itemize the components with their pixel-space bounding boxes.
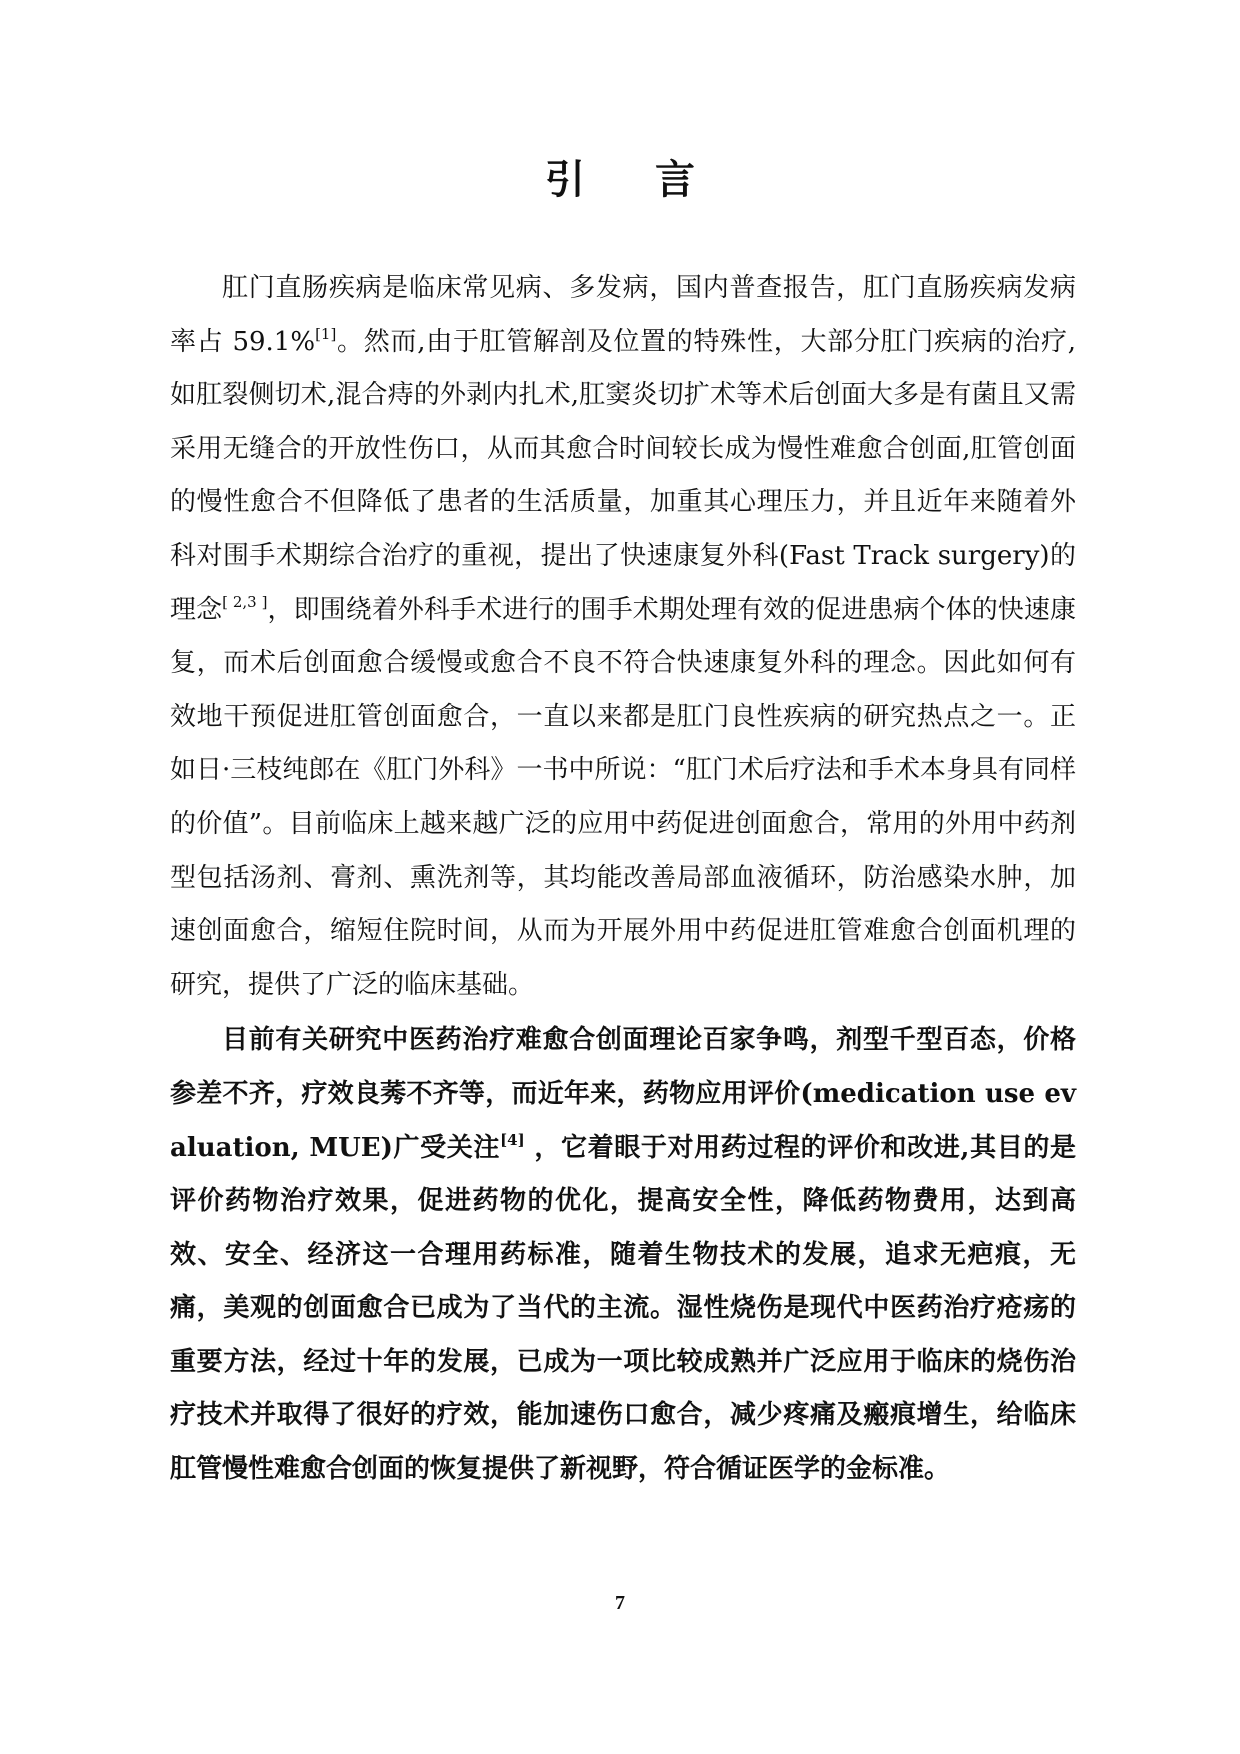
paragraph-1-text: 肛门直肠疾病是临床常见病、多发病，国内普查报告，肛门直肠疾病发病率占 59.1% — [170, 273, 1076, 357]
paragraph-1 — [170, 262, 1076, 1012]
paragraph-2-text: 目前有关研究中医药治疗难愈合创面理论百家争鸣，剂型千型百态，价格参差不齐，疗效良莠不齐等，而近年来，药物应用评价(medication use evaluation, MUE)广受关注 — [170, 1025, 1076, 1163]
citation-4: [4] — [500, 1130, 525, 1149]
paragraph-2-text: ，它着眼于对用药过程的评价和改进,其目的是评价药物治疗效果，促进药物的优化，提高安全性，降低药物费用，达到高效、安全、经济这一合理用药标准，随着生物技术的发展，追求无疤痕，无痛，美观的创面愈合已成为了当代的主流。湿性烧伤是现代中医药治疗疮疡的重要方法，经过十年的发展，已成为一项比较成熟并广泛应用于临床的烧伤治疗技术并取得了很好的疗效，能加速伤口愈合，减少疼痛及瘢痕增生，给临床肛管慢性难愈合创面的恢复提供了新视野，符合循证医学的金标准。 — [170, 1132, 1076, 1485]
paragraph-1-text: 。然而,由于肛管解剖及位置的特殊性，大部分肛门疾病的治疗,如肛裂侧切术,混合痔的外剥内扎术,肛窦炎切扩术等术后创面大多是有菌且又需采用无缝合的开放性伤口，从而其愈合时间较长成为慢性难愈合创面,肛管创面的慢性愈合不但降低了患者的生活质量，加重其心理压力，并且近年来随着外科对围手术期综合治疗的重视，提出了快速康复外科(Fast Track surgery)的理念 — [170, 326, 1076, 625]
page-title: 引言 — [545, 157, 765, 203]
citation-1: [1] — [315, 324, 337, 343]
page-number: 7 — [615, 1592, 625, 1614]
paragraph-1-text: ，即围绕着外科手术进行的围手术期处理有效的促进患病个体的快速康复，而术后创面愈合缓慢或愈合不良不符合快速康复外科的理念。因此如何有效地干预促进肛管创面愈合，一直以来都是肛门良性疾病的研究热点之一。正如日·三枝纯郎在《肛门外科》一书中所说：“肛门术后疗法和手术本身具有同样的价值”。目前临床上越来越广泛的应用中药促进创面愈合，常用的外用中药剂型包括汤剂、膏剂、熏洗剂等，其均能改善局部血液循环，防治感染水肿，加速创面愈合，缩短住院时间，从而为开展外用中药促进肛管难愈合创面机理的研究，提供了广泛的临床基础。 — [170, 594, 1076, 1000]
body-text — [170, 262, 1076, 1497]
paragraph-2 — [170, 1014, 1076, 1496]
citation-2-3: [ 2,3 ] — [222, 592, 268, 611]
